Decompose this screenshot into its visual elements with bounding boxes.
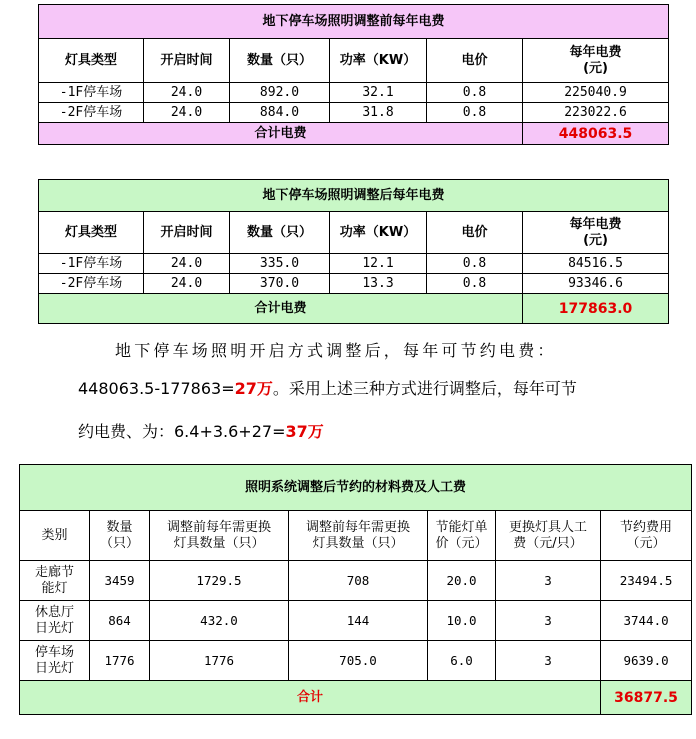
header-power: 功率（KW） [330, 39, 427, 83]
table-row [39, 254, 669, 274]
header-replace-count-b: 调整前每年需更换 灯具数量（只） [289, 511, 428, 561]
header-annual-cost: 每年电费 (元) [523, 212, 669, 254]
table-row [20, 601, 692, 641]
header-on-time: 开启时间 [144, 39, 230, 83]
cell: 6.0 [428, 641, 496, 681]
cell: 3 [496, 561, 601, 601]
cell: 13.3 [330, 274, 427, 294]
total-savings-highlight: 37万 [285, 422, 324, 441]
table-before-title: 地下停车场照明调整前每年电费 [39, 5, 669, 39]
cell: 225040.9 [523, 83, 669, 103]
cell: -1F停车场 [39, 83, 144, 103]
header-savings: 节约费用 （元） [601, 511, 692, 561]
cell: 884.0 [230, 103, 330, 123]
cell: 1776 [150, 641, 289, 681]
header-quantity: 数量 （只） [90, 511, 150, 561]
header-labor-cost: 更换灯具人工 费（元/只） [496, 511, 601, 561]
table-row [39, 83, 669, 103]
header-price: 电价 [427, 39, 523, 83]
cell: 0.8 [427, 83, 523, 103]
row-category: 走廊节 能灯 [20, 561, 90, 601]
total-label: 合计电费 [39, 294, 523, 324]
cell: 0.8 [427, 254, 523, 274]
cell: 892.0 [230, 83, 330, 103]
cell: 84516.5 [523, 254, 669, 274]
row-category: 休息厅 日光灯 [20, 601, 90, 641]
cell: 708 [289, 561, 428, 601]
cell: 24.0 [144, 103, 230, 123]
cell: 12.1 [330, 254, 427, 274]
cell: 223022.6 [523, 103, 669, 123]
total-label: 合计 [20, 681, 601, 715]
summary-line-2: 448063.5-177863=27万。采用上述三种方式进行调整后，每年可节 [78, 379, 577, 398]
header-category: 类别 [20, 511, 90, 561]
table-row [39, 103, 669, 123]
header-quantity: 数量（只） [230, 212, 330, 254]
header-lamp-type: 灯具类型 [39, 212, 144, 254]
cell: 24.0 [144, 83, 230, 103]
savings-highlight: 27万 [234, 379, 273, 398]
table-materials [19, 464, 692, 715]
cell: 24.0 [144, 254, 230, 274]
table-before [38, 4, 669, 145]
cell: -1F停车场 [39, 254, 144, 274]
row-category: 停车场 日光灯 [20, 641, 90, 681]
header-lamp-type: 灯具类型 [39, 39, 144, 83]
table-after [38, 179, 669, 324]
table-materials-title: 照明系统调整后节约的材料费及人工费 [20, 465, 692, 511]
cell: 0.8 [427, 274, 523, 294]
table-after-title: 地下停车场照明调整后每年电费 [39, 180, 669, 212]
cell: -2F停车场 [39, 274, 144, 294]
summary-line-1: 地下停车场照明开启方式调整后，每年可节约电费： [115, 341, 557, 360]
cell: 10.0 [428, 601, 496, 641]
cell: 3 [496, 641, 601, 681]
cell: 3 [496, 601, 601, 641]
table-row [20, 641, 692, 681]
cell: 9639.0 [601, 641, 692, 681]
cell: 370.0 [230, 274, 330, 294]
cell: 432.0 [150, 601, 289, 641]
cell: 1729.5 [150, 561, 289, 601]
cell: 32.1 [330, 83, 427, 103]
table-row [39, 274, 669, 294]
cell: 31.8 [330, 103, 427, 123]
cell: 20.0 [428, 561, 496, 601]
cell: 3744.0 [601, 601, 692, 641]
header-on-time: 开启时间 [144, 212, 230, 254]
cell: 705.0 [289, 641, 428, 681]
summary-line-3: 约电费、为：6.4+3.6+27=37万 [78, 422, 324, 441]
header-price: 电价 [427, 212, 523, 254]
header-annual-cost: 每年电费 (元) [523, 39, 669, 83]
table-row [20, 561, 692, 601]
cell: 1776 [90, 641, 150, 681]
cell: 24.0 [144, 274, 230, 294]
cell: 144 [289, 601, 428, 641]
total-value: 177863.0 [523, 294, 669, 324]
cell: 3459 [90, 561, 150, 601]
cell: 335.0 [230, 254, 330, 274]
header-unit-price: 节能灯单 价（元） [428, 511, 496, 561]
total-label: 合计电费 [39, 123, 523, 145]
total-value: 448063.5 [523, 123, 669, 145]
total-value: 36877.5 [601, 681, 692, 715]
cell: 23494.5 [601, 561, 692, 601]
header-quantity: 数量（只） [230, 39, 330, 83]
cell: 93346.6 [523, 274, 669, 294]
header-power: 功率（KW） [330, 212, 427, 254]
header-replace-count-a: 调整前每年需更换 灯具数量（只） [150, 511, 289, 561]
cell: -2F停车场 [39, 103, 144, 123]
cell: 0.8 [427, 103, 523, 123]
cell: 864 [90, 601, 150, 641]
